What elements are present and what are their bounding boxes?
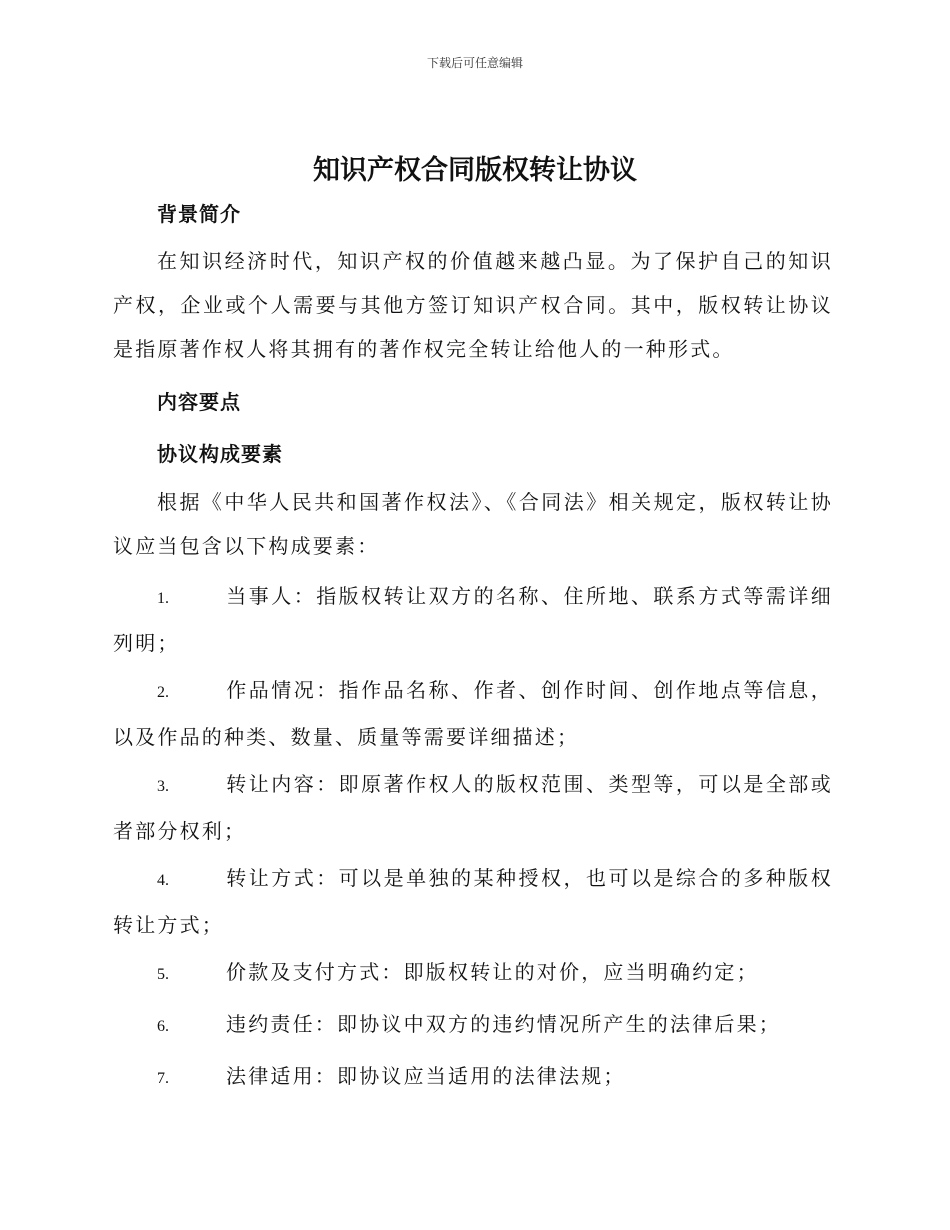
list-item-text: 作品情况：指作品名称、作者、创作时间、创作地点等信息，以及作品的种类、数量、质量等需要详细描述； [113, 678, 833, 749]
document-title: 知识产权合同版权转让协议 [313, 155, 637, 186]
list-item-text: 法律适用：即协议应当适用的法律法规； [226, 1064, 626, 1088]
list-item-text: 价款及支付方式：即版权转让的对价，应当明确约定； [226, 960, 759, 984]
list-item-number: 7. [157, 1070, 169, 1087]
list-item [113, 762, 833, 853]
list-item-text: 违约责任：即协议中双方的违约情况所产生的法律后果； [226, 1012, 781, 1036]
list-item [113, 668, 833, 759]
page-header-note: 下载后可任意编辑 [426, 56, 523, 70]
background-paragraph: 在知识经济时代，知识产权的价值越来越凸显。为了保护自己的知识产权，企业或个人需要与其他方签订知识产权合同。其中，版权转让协议是指原著作权人将其拥有的著作权完全转让给他人的一种形式。 [113, 249, 833, 361]
list-item-number: 3. [157, 778, 169, 795]
section-heading-content: 内容要点 [157, 390, 241, 414]
list-item-number: 1. [157, 590, 169, 607]
list-item [113, 1054, 833, 1101]
list-item-text: 转让方式：可以是单独的某种授权，也可以是综合的多种版权转让方式； [113, 866, 833, 937]
list-item-text: 转让内容：即原著作权人的版权范围、类型等，可以是全部或者部分权利； [113, 772, 833, 843]
list-item [113, 1002, 833, 1049]
list-item-text: 当事人：指版权转让双方的名称、住所地、联系方式等需详细列明； [113, 584, 833, 655]
list-item-number: 6. [157, 1018, 169, 1035]
list-item [113, 856, 833, 947]
list-item-number: 2. [157, 684, 169, 701]
list-item [113, 950, 833, 997]
list-item-number: 5. [157, 966, 169, 983]
subheading-agreement-elements: 协议构成要素 [157, 442, 283, 466]
list-item-number: 4. [157, 872, 169, 889]
intro-paragraph: 根据《中华人民共和国著作权法》、《合同法》相关规定，版权转让协议应当包含以下构成要素： [113, 490, 833, 558]
section-heading-background: 背景简介 [157, 202, 241, 226]
list-item [113, 574, 833, 665]
